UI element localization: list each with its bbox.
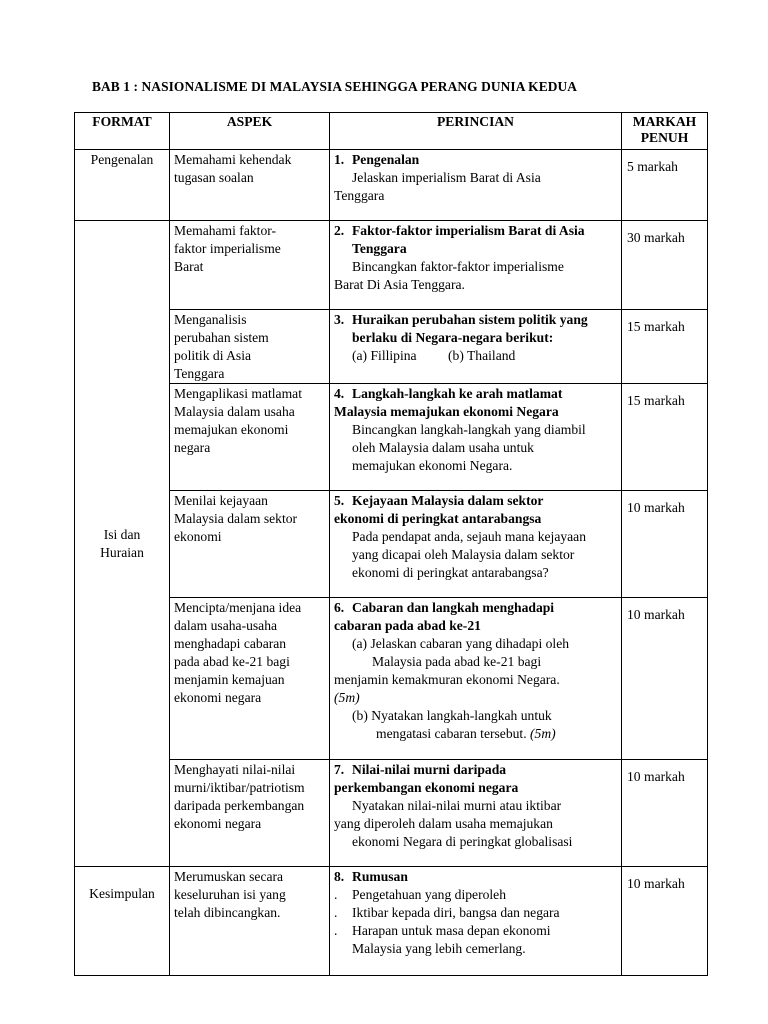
table-row bbox=[75, 760, 708, 867]
page-title: BAB 1 : NASIONALISME DI MALAYSIA SEHINGGA PERANG DUNIA KEDUA bbox=[92, 79, 578, 94]
header-row bbox=[75, 113, 708, 150]
aspek-cell: Merumuskan secara keseluruhan isi yang telah dibincangkan. bbox=[170, 867, 330, 976]
aspek-cell: Mengaplikasi matlamat Malaysia dalam usaha memajukan ekonomi negara bbox=[170, 384, 330, 491]
marks-cell: 30 markah bbox=[622, 221, 708, 310]
aspek-cell: Memahami kehendak tugasan soalan bbox=[170, 150, 330, 221]
marks-cell: 10 markah bbox=[622, 867, 708, 976]
perincian-cell: 1. Pengenalan Jelaskan imperialism Barat di Asia Tenggara bbox=[330, 150, 622, 221]
marks-cell: 15 markah bbox=[622, 310, 708, 384]
table-row bbox=[75, 491, 708, 598]
table-row bbox=[75, 867, 708, 976]
perincian-cell: 4. Langkah-langkah ke arah matlamat Malaysia memajukan ekonomi Negara Bincangkan langkah-langkah yang diambil oleh Malaysia dalam usaha untuk memajukan ekonomi Negara. bbox=[330, 384, 622, 491]
format-pengenalan: Pengenalan bbox=[75, 150, 170, 221]
aspek-cell: Menghayati nilai-nilai murni/iktibar/patriotism daripada perkembangan ekonomi negara bbox=[170, 760, 330, 867]
format-isi-dan-huraian: Isi dan Huraian bbox=[75, 221, 170, 867]
header-penuh: PENUH bbox=[640, 130, 689, 145]
perincian-cell: 3. Huraikan perubahan sistem politik yang berlaku di Negara-negara berikut: (a) Fillipina (b) Thailand bbox=[330, 310, 622, 384]
perincian-cell: 5. Kejayaan Malaysia dalam sektor ekonomi di peringkat antarabangsa Pada pendapat anda, sejauh mana kejayaan yang dicapai oleh Malaysia dalam sektor ekonomi di peringkat antarabangsa? bbox=[330, 491, 622, 598]
aspek-cell: Menilai kejayaan Malaysia dalam sektor ekonomi bbox=[170, 491, 330, 598]
list-item: . Harapan untuk masa depan ekonomi bbox=[334, 923, 551, 938]
list-item: . Pengetahuan yang diperoleh bbox=[334, 887, 507, 902]
marks-cell: 10 markah bbox=[622, 760, 708, 867]
header-perincian: PERINCIAN bbox=[330, 113, 622, 150]
header-markah-penuh bbox=[622, 113, 708, 150]
marks-cell: 5 markah bbox=[622, 150, 708, 221]
marks-cell: 10 markah bbox=[622, 491, 708, 598]
table-row bbox=[75, 598, 708, 760]
perincian-cell: 8. Rumusan . Pengetahuan yang diperoleh . Iktibar kepada diri, bangsa dan negara . Harapan untuk masa depan ekonomi Malaysia yang lebih cemerlang. bbox=[330, 867, 622, 976]
table-row bbox=[75, 221, 708, 310]
table-row bbox=[75, 310, 708, 384]
header-format: FORMAT bbox=[75, 113, 170, 150]
marks-cell: 15 markah bbox=[622, 384, 708, 491]
header-markah: MARKAH bbox=[632, 114, 697, 129]
table-row bbox=[75, 384, 708, 491]
list-item: . Iktibar kepada diri, bangsa dan negara bbox=[334, 905, 560, 920]
aspek-cell: Mencipta/menjana idea dalam usaha-usaha menghadapi cabaran pada abad ke-21 bagi menjamin kemajuan ekonomi negara bbox=[170, 598, 330, 760]
marking-scheme-table bbox=[74, 112, 708, 976]
marks-cell: 10 markah bbox=[622, 598, 708, 760]
perincian-cell: 6. Cabaran dan langkah menghadapi cabaran pada abad ke-21 (a) Jelaskan cabaran yang dihadapi oleh Malaysia pada abad ke-21 bagi menjamin kemakmuran ekonomi Negara. (5m) (b) Nyatakan langkah-langkah untuk mengatasi cabaran tersebut. (5m) bbox=[330, 598, 622, 760]
table-row bbox=[75, 150, 708, 221]
format-kesimpulan: Kesimpulan bbox=[75, 867, 170, 976]
perincian-cell: 2. Faktor-faktor imperialism Barat di Asia Tenggara Bincangkan faktor-faktor imperialisme Barat Di Asia Tenggara. bbox=[330, 221, 622, 310]
perincian-cell: 7. Nilai-nilai murni daripada perkembangan ekonomi negara Nyatakan nilai-nilai murni atau iktibar yang diperoleh dalam usaha memajukan ekonomi Negara di peringkat globalisasi bbox=[330, 760, 622, 867]
aspek-cell: Menganalisis perubahan sistem politik di Asia Tenggara bbox=[170, 310, 330, 384]
aspek-cell: Memahami faktor- faktor imperialisme Barat bbox=[170, 221, 330, 310]
header-aspek: ASPEK bbox=[170, 113, 330, 150]
